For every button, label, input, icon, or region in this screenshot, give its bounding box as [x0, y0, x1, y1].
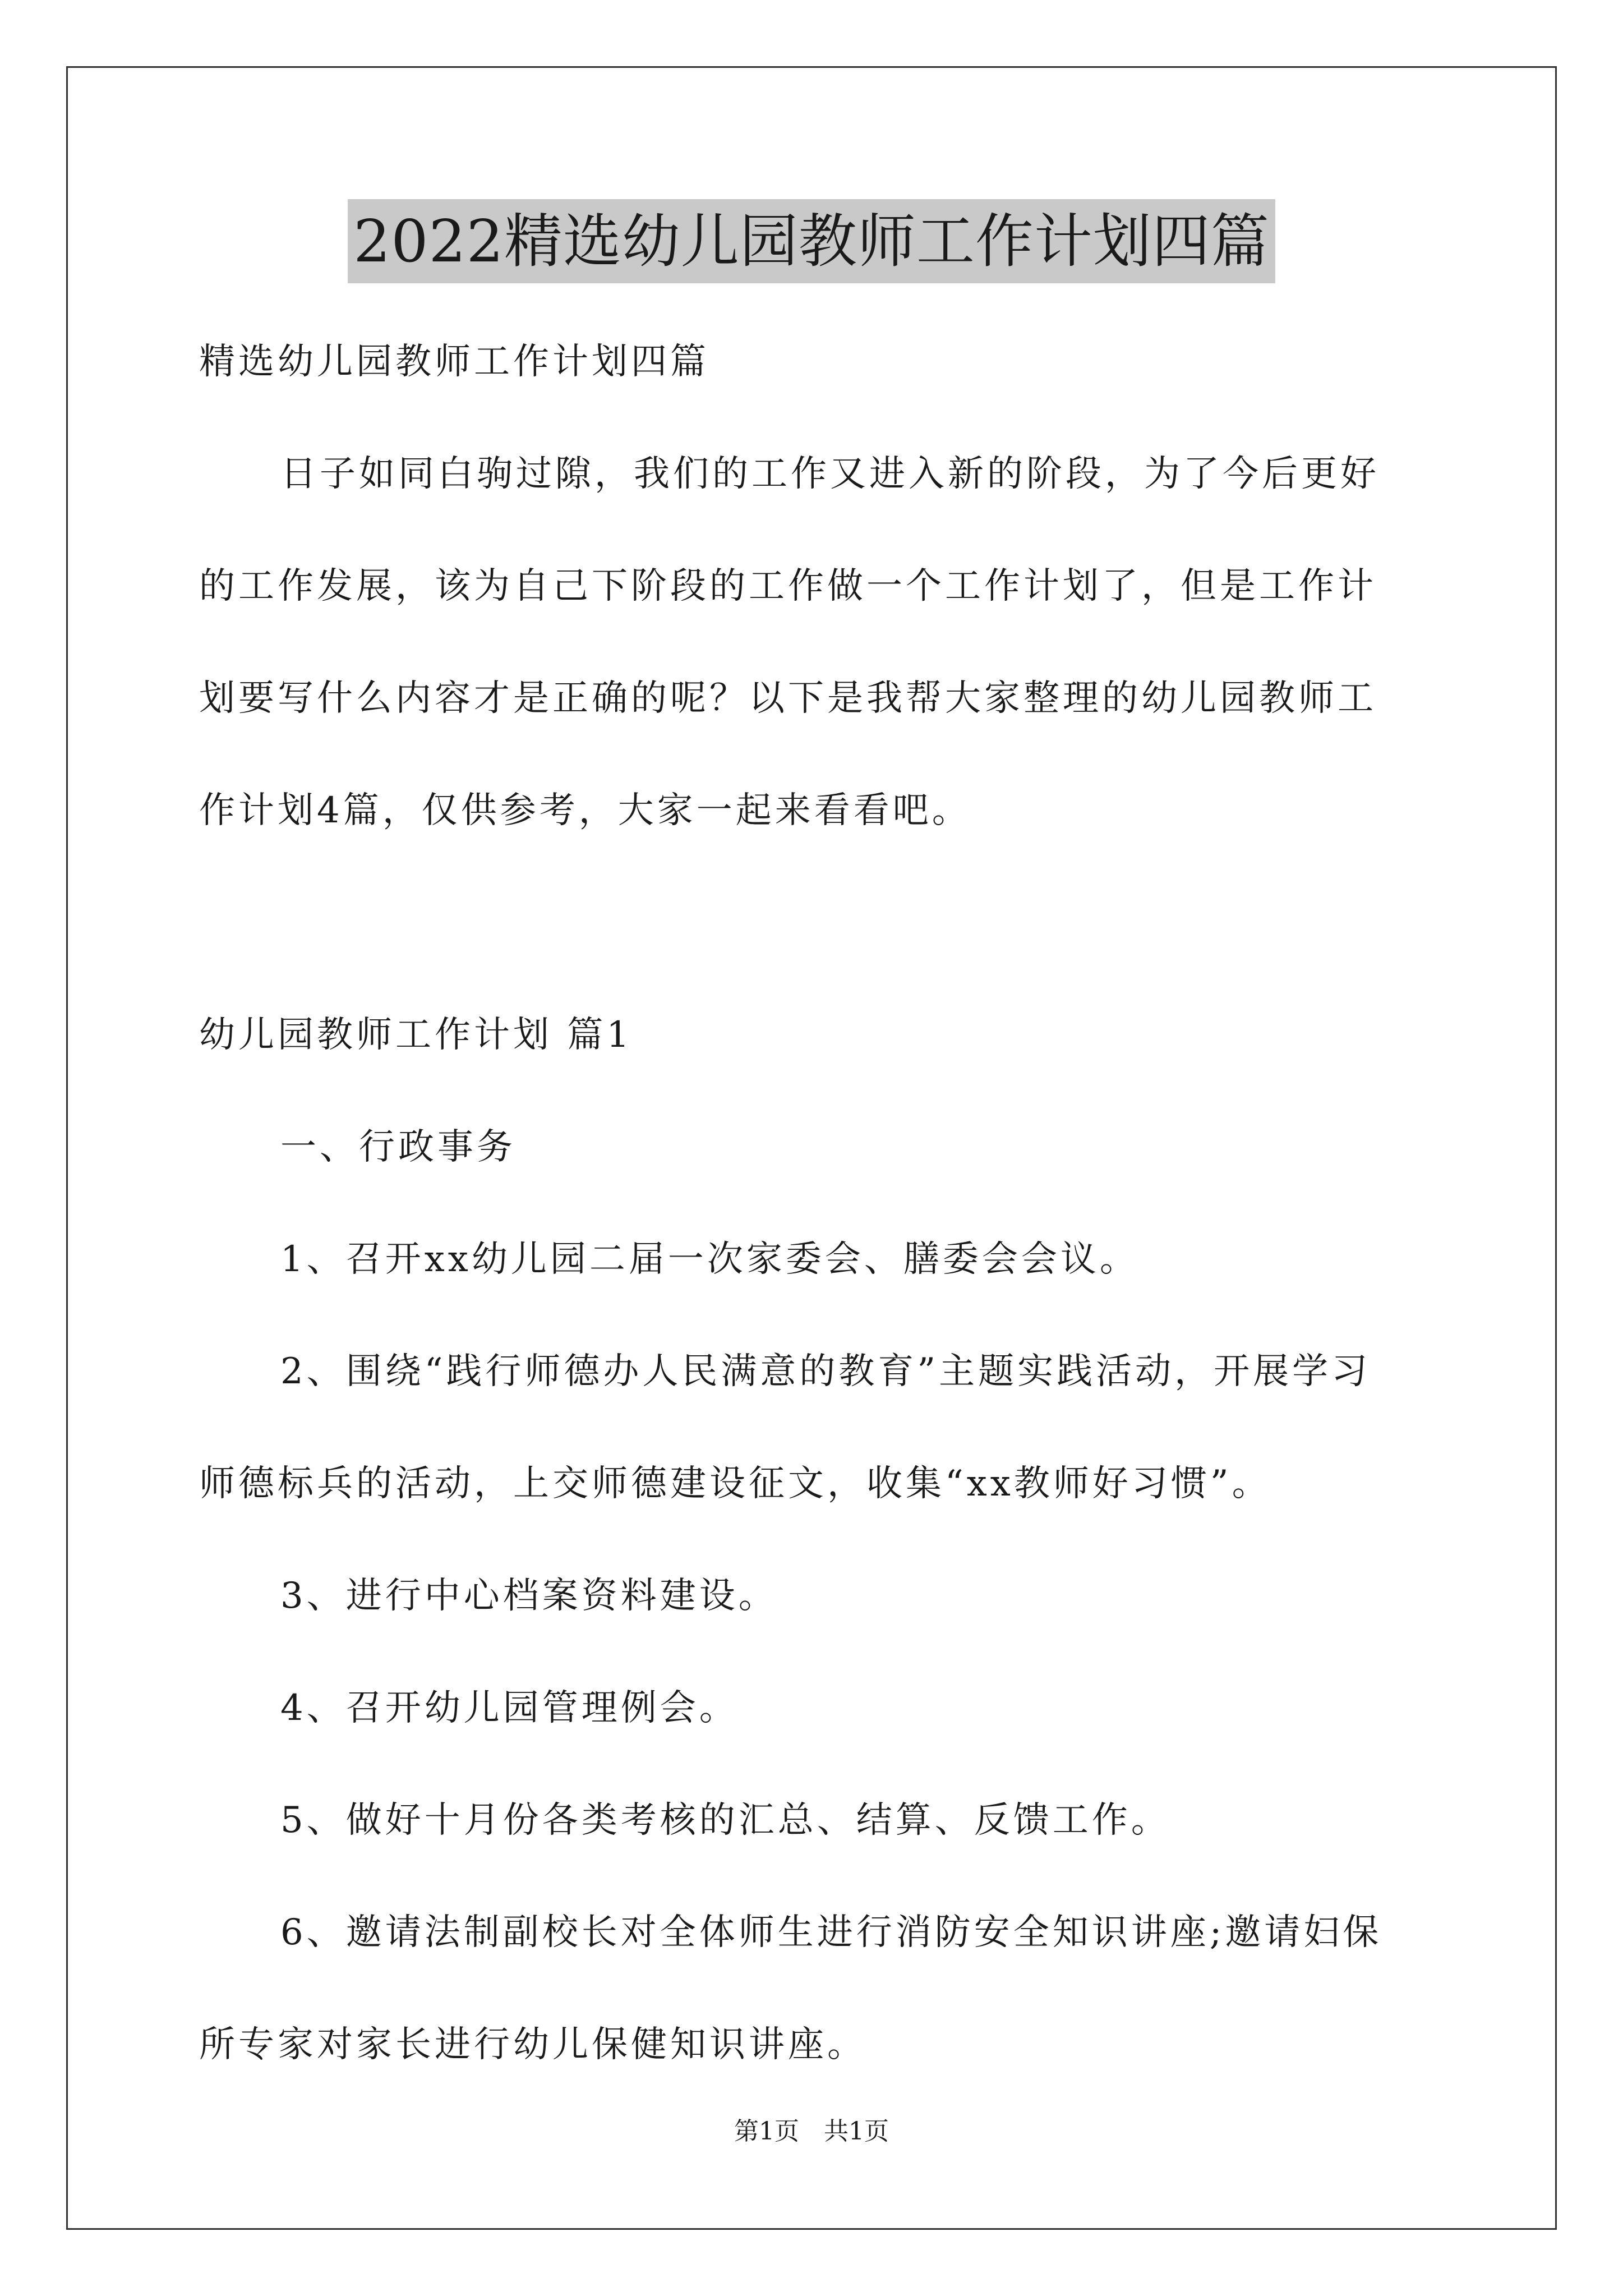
- list-item: 4、召开幼儿园管理例会。: [280, 1687, 739, 1729]
- list-item: 1、召开xx幼儿园二届一次家委会、膳委会会议。: [280, 1239, 1139, 1280]
- page-number-current: 第1页: [734, 2117, 799, 2146]
- page-number-total: 共1页: [824, 2117, 889, 2146]
- paragraph-line: 日子如同白驹过隙，我们的工作又进入新的阶段，为了今后更好: [280, 453, 1380, 495]
- list-item: 2、围绕“践行师德办人民满意的教育”主题实践活动，开展学习: [280, 1351, 1371, 1392]
- document-body: [199, 306, 1433, 2101]
- list-item-continuation: 所专家对家长进行幼儿保健知识讲座。: [199, 2024, 866, 2065]
- list-item: 5、做好十月份各类考核的汇总、结算、反馈工作。: [280, 1800, 1170, 1841]
- list-item: 6、邀请法制副校长对全体师生进行消防安全知识讲座;邀请妇保: [280, 1912, 1382, 1953]
- section-heading: 幼儿园教师工作计划 篇1: [199, 1014, 633, 1056]
- section-subheading: 一、行政事务: [280, 1126, 516, 1168]
- title-container: [0, 199, 1623, 283]
- paragraph-line: 的工作发展，该为自己下阶段的工作做一个工作计划了，但是工作计: [199, 565, 1377, 607]
- list-item: 3、进行中心档案资料建设。: [280, 1575, 778, 1617]
- paragraph-line: 划要写什么内容才是正确的呢？以下是我帮大家整理的幼儿园教师工: [199, 678, 1377, 719]
- list-item-continuation: 师德标兵的活动，上交师德建设征文，收集“xx教师好习惯”。: [199, 1463, 1271, 1504]
- page-footer: [0, 2115, 1623, 2148]
- blank-line: [199, 867, 1433, 979]
- paragraph-line: 作计划4篇，仅供参考，大家一起来看看吧。: [199, 790, 971, 831]
- document-title: 2022精选幼儿园教师工作计划四篇: [348, 199, 1275, 283]
- subtitle-line: 精选幼儿园教师工作计划四篇: [199, 341, 709, 383]
